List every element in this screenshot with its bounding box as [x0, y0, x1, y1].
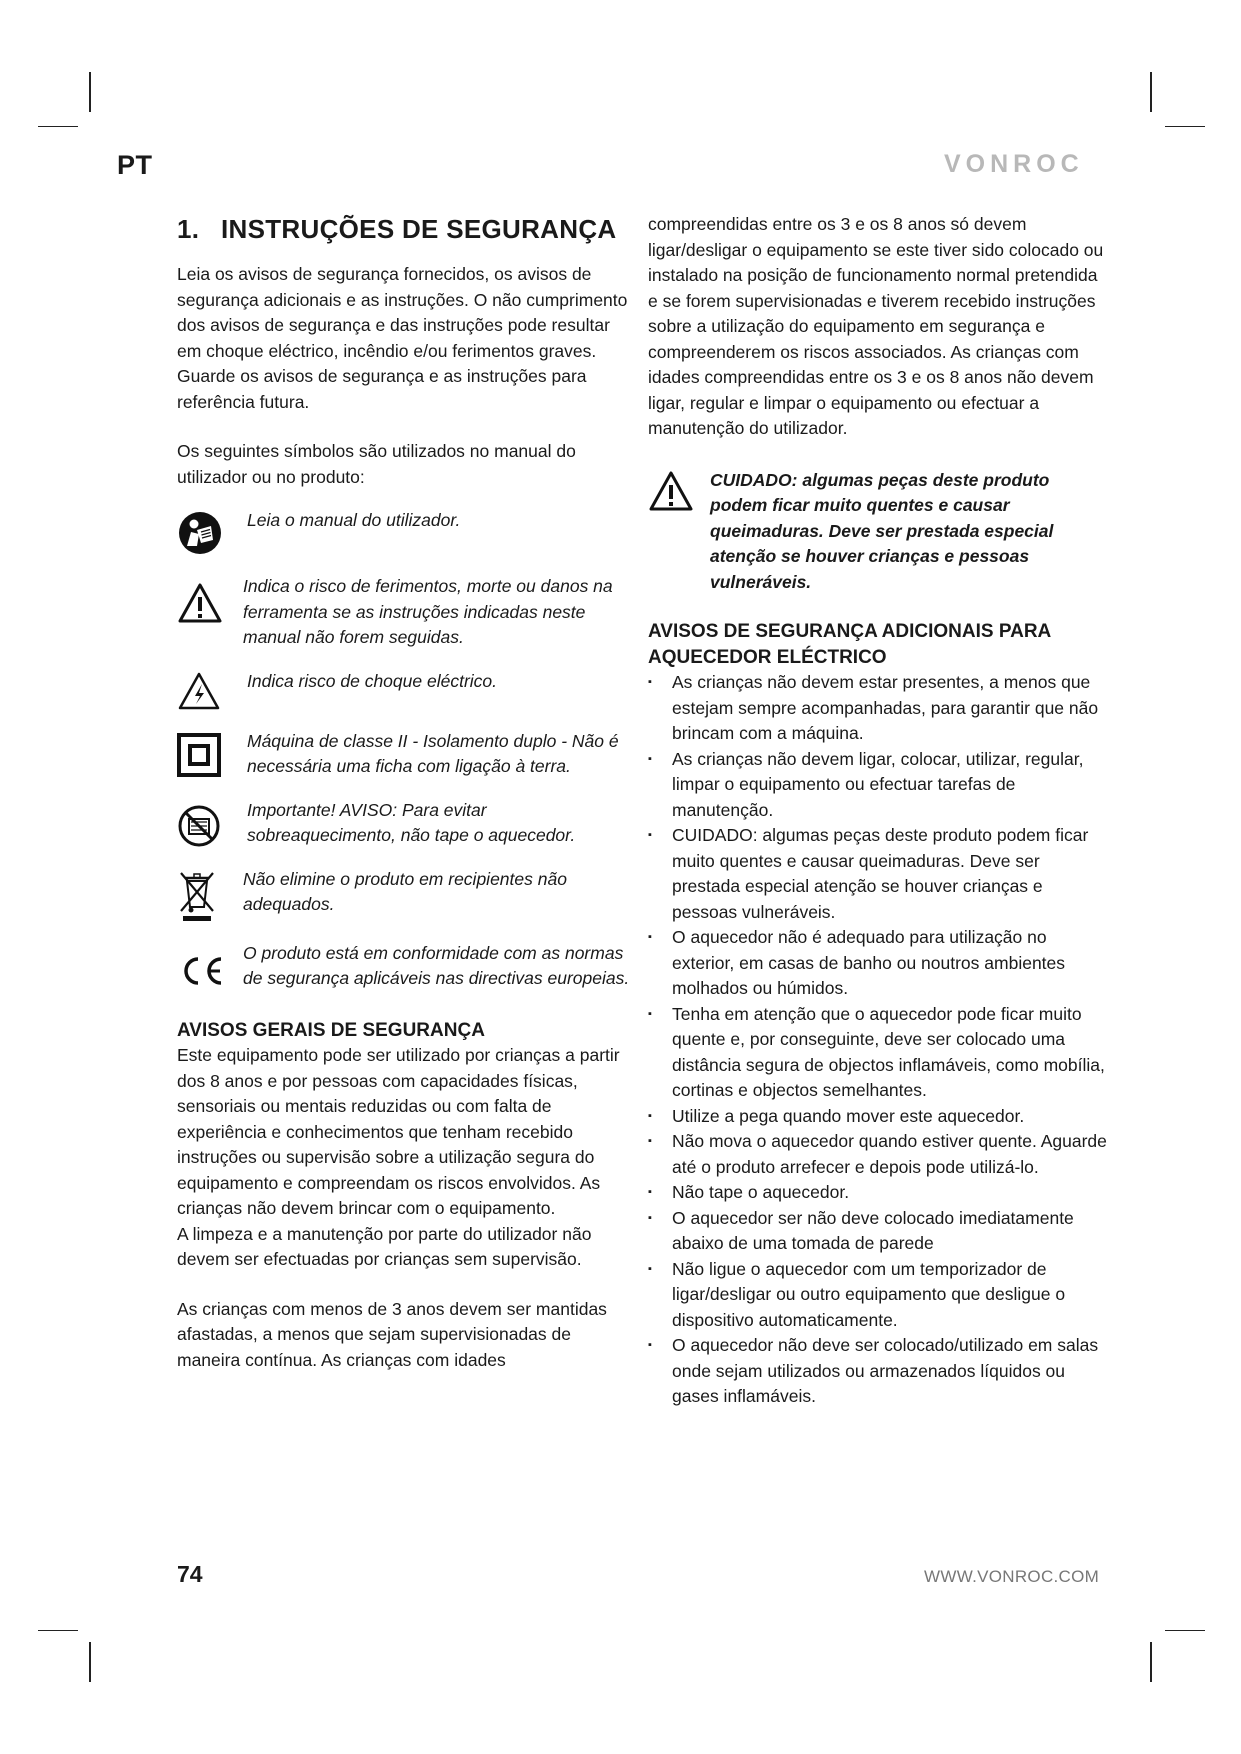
website-url: WWW.VONROC.COM — [924, 1567, 1100, 1586]
symbol-text: Máquina de classe II - Isolamento duplo - Não é necessária uma ficha com ligação à terra. — [247, 730, 619, 776]
read-manual-icon — [177, 508, 241, 556]
caution-block — [648, 468, 1108, 596]
list-item: ▪ Utilize a pega quando mover este aquecedor. — [648, 1104, 1108, 1130]
ce-mark-icon — [177, 941, 241, 987]
list-item: ▪ O aquecedor não deve ser colocado/utilizado em salas onde sejam utilizados ou armazenados líquidos ou gases inflamáveis. — [648, 1333, 1108, 1410]
symbol-row — [177, 669, 637, 711]
list-item: ▪ CUIDADO: algumas peças deste produto podem ficar muito quentes e causar queimaduras. Deve ser prestada especial atenção se houver crianças e pessoas vulneráveis. — [648, 823, 1108, 925]
crop-mark — [89, 1642, 91, 1682]
symbol-text: Não elimine o produto em recipientes não adequados. — [243, 868, 567, 914]
crop-mark — [1150, 1642, 1152, 1682]
additional-warnings-heading: AVISOS DE SEGURANÇA ADICIONAIS PARA AQUECEDOR ELÉCTRICO — [648, 621, 1051, 668]
general-paragraph: Este equipamento pode ser utilizado por crianças a partir dos 8 anos e por pessoas com capacidades físicas, sensoriais ou mentais reduzidas ou com falta de experiência e conhecimentos que tenham recebido instruções ou supervisão sobre a utilização segura do equipamento e compreendam os riscos envolvidos. As crianças não devem brincar com o equipamento. — [177, 1045, 620, 1218]
symbol-row — [177, 508, 637, 556]
list-item: ▪ As crianças não devem estar presentes, a menos que estejam sempre acompanhadas, para garantir que não brincam com a máquina. — [648, 670, 1108, 747]
list-item: ▪ O aquecedor não é adequado para utilização no exterior, em casas de banho ou noutros ambientes molhados ou húmidos. — [648, 925, 1108, 1002]
symbol-row — [177, 941, 637, 992]
list-item: ▪ Não ligue o aquecedor com um temporizador de ligar/desligar ou outro equipamento que desligue o dispositivo automaticamente. — [648, 1257, 1108, 1334]
warning-triangle-icon — [177, 574, 241, 624]
list-item: ▪ Não tape o aquecedor. — [648, 1180, 1108, 1206]
section-title: INSTRUÇÕES DE SEGURANÇA — [221, 214, 617, 244]
additional-warnings-list — [648, 670, 1108, 1410]
symbol-row — [177, 867, 637, 923]
general-paragraph-continued: compreendidas entre os 3 e os 8 anos só devem ligar/desligar o equipamento se este tiver sido colocado ou instalado na posição de funcionamento normal pretendida e se forem supervisionadas e tiverem recebido instruções sobre a utilização do equipamento em segurança e compreenderem os riscos associados. As crianças com idades compreendidas entre os 3 e os 8 anos não devem ligar, regular e limpar o equipamento ou efectuar a manutenção do utilizador. — [648, 214, 1104, 438]
crop-mark — [1165, 1630, 1205, 1631]
weee-crossed-bin-icon — [177, 867, 241, 923]
page-number: 74 — [177, 1561, 203, 1587]
symbol-row — [177, 798, 637, 849]
symbols-intro: Os seguintes símbolos são utilizados no manual do utilizador ou no produto: — [177, 441, 576, 487]
section-number: 1. — [177, 214, 200, 244]
section-heading — [177, 212, 637, 246]
crop-mark — [38, 126, 78, 127]
class-ii-double-insulation-icon — [177, 729, 241, 777]
general-paragraph: As crianças com menos de 3 anos devem ser mantidas afastadas, a menos que sejam supervisionadas de maneira contínua. As crianças com idades — [177, 1298, 607, 1370]
general-paragraph: A limpeza e a manutenção por parte do utilizador não devem ser efectuadas por crianças sem supervisão. — [177, 1223, 592, 1269]
crop-mark — [1165, 126, 1205, 127]
warning-triangle-icon — [648, 468, 710, 517]
do-not-cover-icon — [177, 798, 241, 848]
crop-mark — [1150, 72, 1152, 112]
symbol-text: Importante! AVISO: Para evitar sobreaquecimento, não tape o aquecedor. — [247, 799, 576, 845]
list-item: ▪ Tenha em atenção que o aquecedor pode ficar muito quente e, por conseguinte, deve ser colocado uma distância segura de objectos inflamáveis, como mobília, cortinas e objectos semelhantes. — [648, 1002, 1108, 1104]
left-column — [177, 212, 637, 1373]
list-item: ▪ As crianças não devem ligar, colocar, utilizar, regular, limpar o equipamento ou efectuar tarefas de manutenção. — [648, 747, 1108, 824]
intro-paragraph: Leia os avisos de segurança fornecidos, os avisos de segurança adicionais e as instruções. O não cumprimento dos avisos de segurança e das instruções pode resultar em choque eléctrico, incêndio e/ou ferimentos graves. Guarde os avisos de segurança e as instruções para referência futura. — [177, 264, 628, 412]
general-warnings-heading: AVISOS GERAIS DE SEGURANÇA — [177, 1019, 485, 1041]
list-item: ▪ O aquecedor ser não deve colocado imediatamente abaixo de uma tomada de parede — [648, 1206, 1108, 1257]
symbol-text: O produto está em conformidade com as normas de segurança aplicáveis nas directivas europeias. — [243, 942, 630, 988]
symbol-text: Indica o risco de ferimentos, morte ou danos na ferramenta se as instruções indicadas neste manual não forem seguidas. — [243, 576, 613, 647]
brand-logo: VONROC — [944, 150, 1084, 178]
symbol-text: Indica risco de choque eléctrico. — [247, 670, 497, 691]
crop-mark — [38, 1630, 78, 1631]
language-code: PT — [117, 150, 153, 180]
symbol-row — [177, 729, 637, 780]
crop-mark — [89, 72, 91, 112]
list-item: ▪ Não mova o aquecedor quando estiver quente. Aguarde até o produto arrefecer e depois pode utilizá-lo. — [648, 1129, 1108, 1180]
symbol-text: Leia o manual do utilizador. — [247, 510, 461, 530]
electric-shock-icon — [177, 669, 241, 711]
right-column — [648, 212, 1108, 1410]
symbol-row — [177, 574, 637, 651]
symbol-list — [177, 508, 637, 992]
caution-text: CUIDADO: algumas peças deste produto podem ficar muito quentes e causar queimaduras. Deve ser prestada especial atenção se houver crianças e pessoas vulneráveis. — [710, 469, 1054, 592]
